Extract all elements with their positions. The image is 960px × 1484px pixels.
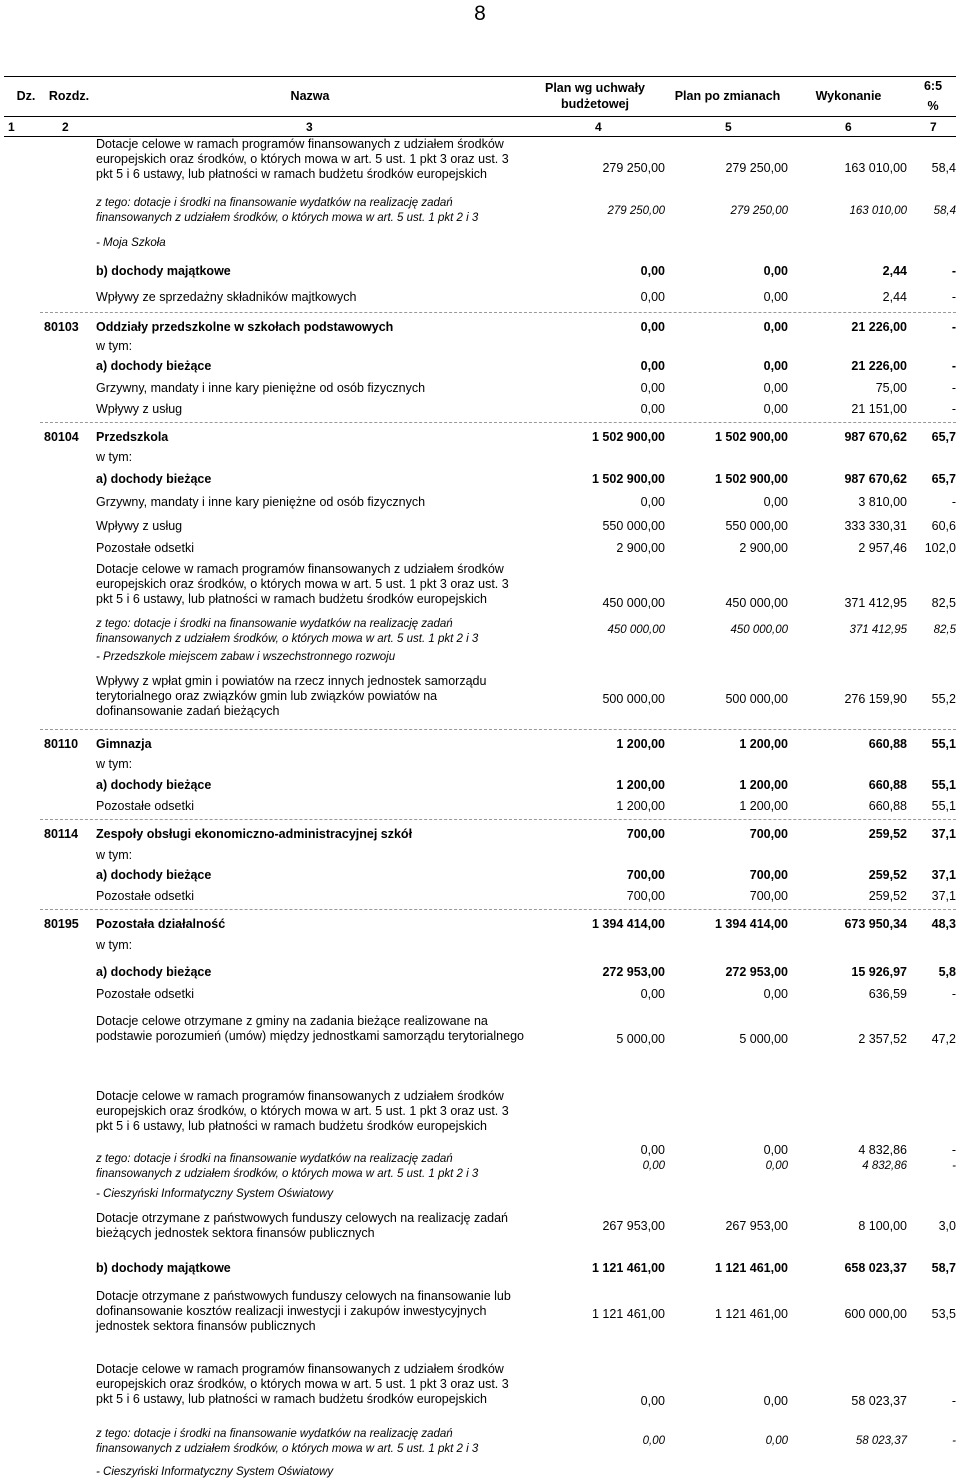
row-value-col4: 279 250,00 (607, 205, 665, 217)
table-row (0, 290, 960, 306)
row-value-col6: 4 832,86 (862, 1160, 907, 1172)
row-value-col5: 5 000,00 (739, 1032, 788, 1046)
row-value-col5: 1 200,00 (739, 737, 788, 751)
table-row (0, 1211, 960, 1243)
table-row (0, 965, 960, 981)
header-nazwa: Nazwa (290, 89, 330, 103)
row-value-col5: 0,00 (765, 1435, 788, 1447)
row-value-col4: 450 000,00 (602, 596, 665, 610)
row-value-col4: 700,00 (626, 889, 665, 903)
row-value-col6: 2 957,46 (858, 541, 907, 555)
row-value-col6: 8 100,00 (858, 1219, 907, 1233)
row-value-col4: 0,00 (640, 320, 665, 334)
row-value-col5: 700,00 (749, 868, 788, 882)
table-row (0, 264, 960, 280)
row-value-col7: 37,1 (931, 827, 956, 841)
row-value-col4: 0,00 (640, 290, 665, 304)
row-value-col4: 0,00 (640, 1394, 665, 1408)
row-value-col4: 279 250,00 (602, 161, 665, 175)
row-value-col7: - (951, 987, 956, 1001)
row-name: Dotacje otrzymane z państwowych funduszy celowych na finansowanie lub dofinansowanie kosztów realizacji inwestycji i zakupów inwestycyjnych jednostek sektora finansów publicznych (96, 1289, 511, 1333)
section-row-80195 (0, 917, 960, 933)
row-name: w tym: (96, 938, 133, 952)
row-value-col5: 450 000,00 (730, 624, 788, 636)
row-value-col7: 55,2 (931, 692, 956, 706)
row-value-col5: 267 953,00 (725, 1219, 788, 1233)
row-name: a) dochody bieżące (96, 965, 212, 979)
row-value-col5: 1 200,00 (739, 799, 788, 813)
col-num-6: 6 (845, 120, 852, 134)
row-value-col6: 987 670,62 (844, 472, 907, 486)
row-value-col7: - (951, 381, 956, 395)
table-row (0, 1187, 960, 1203)
row-value-col5: 1 502 900,00 (715, 430, 788, 444)
table-row (0, 650, 960, 666)
row-value-col4: 5 000,00 (616, 1032, 665, 1046)
section-row-80110 (0, 737, 960, 753)
row-name: Pozostałe odsetki (96, 889, 194, 903)
row-value-col4: 1 200,00 (616, 778, 665, 792)
row-value-col7: - (951, 290, 956, 304)
row-value-col4: 2 900,00 (616, 541, 665, 555)
row-value-col6: 660,88 (868, 799, 907, 813)
row-name: b) dochody majątkowe (96, 1261, 231, 1275)
row-value-col6: 371 412,95 (844, 596, 907, 610)
row-name: Pozostałe odsetki (96, 987, 194, 1001)
row-value-col4: 272 953,00 (602, 965, 665, 979)
row-value-col4: 0,00 (640, 1143, 665, 1157)
table-row (0, 674, 960, 722)
row-value-col7: 102,0 (924, 541, 956, 555)
row-value-col5: 700,00 (749, 827, 788, 841)
table-row (0, 1152, 960, 1182)
row-name: Wpływy ze sprzedażny składników majtkowych (96, 290, 357, 304)
table-row (0, 236, 960, 252)
row-value-col7: 37,1 (931, 889, 956, 903)
row-name: Wpływy z usług (96, 519, 183, 533)
header-plan-zmianach: Plan po zmianach (674, 89, 781, 103)
table-row (0, 889, 960, 905)
row-value-col5: 450 000,00 (725, 596, 788, 610)
row-code: 80114 (44, 827, 79, 841)
row-name: w tym: (96, 339, 133, 353)
row-value-col5: 0,00 (763, 987, 788, 1001)
row-value-col7: 58,4 (933, 205, 956, 217)
row-code: 80104 (44, 430, 79, 444)
row-value-col4: 0,00 (640, 495, 665, 509)
table-row (0, 339, 960, 355)
row-separator (40, 909, 956, 910)
row-name: Dotacje celowe w ramach programów finansowanych z udziałem środków europejskich oraz środków, o których mowa w art. 5 ust. 1 pkt 3 oraz ust. 3 pkt 5 i 6 ustawy, lub płatności w ramach budżetu środków europejskich (96, 1089, 509, 1133)
row-separator (40, 312, 956, 313)
row-code: 80103 (44, 320, 79, 334)
row-name: - Cieszyński Informatyczny System Oświatowy (96, 1188, 334, 1200)
row-name: a) dochody bieżące (96, 359, 212, 373)
row-value-col7: 55,1 (931, 799, 956, 813)
row-value-col7: 3,0 (938, 1219, 956, 1233)
row-name: Pozostałe odsetki (96, 799, 194, 813)
row-value-col5: 272 953,00 (725, 965, 788, 979)
row-value-col4: 550 000,00 (602, 519, 665, 533)
row-value-col6: 21 226,00 (851, 320, 907, 334)
row-value-col7: - (951, 1394, 956, 1408)
row-name: z tego: dotacje i środki na finansowanie wydatków na realizację zadań finansowanych z udziałem środków, o których mowa w art. 5 ust. 1 pkt 2 i 3 (96, 1428, 479, 1455)
row-value-col6: 660,88 (868, 737, 907, 751)
row-value-col5: 0,00 (763, 381, 788, 395)
row-name: a) dochody bieżące (96, 472, 212, 486)
row-value-col6: 636,59 (868, 987, 907, 1001)
row-value-col5: 1 502 900,00 (715, 472, 788, 486)
row-name: Wpływy z usług (96, 402, 183, 416)
table-row (0, 987, 960, 1003)
row-value-col4: 1 502 900,00 (592, 472, 665, 486)
row-name: Dotacje celowe w ramach programów finansowanych z udziałem środków europejskich oraz środków, o których mowa w art. 5 ust. 1 pkt 3 oraz ust. 3 pkt 5 i 6 ustawy, lub płatności w ramach budżetu środków europejskich (96, 1362, 509, 1406)
row-name: Dotacje celowe w ramach programów finansowanych z udziałem środków europejskich oraz środków, o których mowa w art. 5 ust. 1 pkt 3 oraz ust. 3 pkt 5 i 6 ustawy, lub płatności w ramach budżetu środków europejskich (96, 562, 509, 606)
table-row (0, 799, 960, 815)
row-name: a) dochody bieżące (96, 868, 212, 882)
row-name: z tego: dotacje i środki na finansowanie wydatków na realizację zadań finansowanych z udziałem środków, o których mowa w art. 5 ust. 1 pkt 2 i 3 (96, 197, 479, 224)
row-value-col6: 259,52 (868, 868, 907, 882)
row-value-col7: 55,1 (931, 737, 956, 751)
row-value-col7: 55,1 (931, 778, 956, 792)
table-row (0, 196, 960, 226)
row-value-col4: 500 000,00 (602, 692, 665, 706)
row-value-col6: 163 010,00 (849, 205, 907, 217)
row-name: Dotacje celowe otrzymane z gminy na zadania bieżące realizowane na podstawie porozumień (umów) między jednostkami samorządu terytorialnego (96, 1014, 524, 1043)
row-name: - Moja Szkoła (96, 237, 166, 249)
row-value-col7: - (951, 264, 956, 278)
table-row (0, 402, 960, 418)
header-ratio-top: 6:5 (923, 79, 943, 93)
section-row-80104 (0, 430, 960, 446)
row-value-col5: 0,00 (763, 359, 788, 373)
row-value-col6: 4 832,86 (858, 1143, 907, 1157)
row-value-col5: 2 900,00 (739, 541, 788, 555)
row-name: Pozostała działalność (96, 917, 226, 931)
row-value-col5: 0,00 (763, 290, 788, 304)
table-row (0, 359, 960, 375)
table-row (0, 519, 960, 535)
header-wykonanie: Wykonanie (815, 89, 882, 103)
table-row (0, 1427, 960, 1457)
row-value-col5: 0,00 (763, 495, 788, 509)
header-ratio-bottom: % (927, 99, 939, 113)
row-value-col6: 2,44 (882, 264, 907, 278)
row-value-col4: 1 200,00 (616, 799, 665, 813)
row-value-col4: 267 953,00 (602, 1219, 665, 1233)
row-name: z tego: dotacje i środki na finansowanie wydatków na realizację zadań finansowanych z udziałem środków, o których mowa w art. 5 ust. 1 pkt 2 i 3 (96, 618, 479, 645)
row-value-col5: 1 121 461,00 (715, 1261, 788, 1275)
section-row-80103 (0, 320, 960, 336)
row-value-col5: 0,00 (763, 320, 788, 334)
table-row (0, 868, 960, 884)
row-name: z tego: dotacje i środki na finansowanie wydatków na realizację zadań finansowanych z udziałem środków, o których mowa w art. 5 ust. 1 pkt 2 i 3 (96, 1153, 479, 1180)
row-value-col6: 75,00 (875, 381, 907, 395)
table-row (0, 450, 960, 466)
row-value-col7: - (951, 359, 956, 373)
row-value-col7: 82,5 (933, 624, 956, 636)
row-value-col4: 0,00 (642, 1160, 665, 1172)
row-value-col7: 60,6 (931, 519, 956, 533)
table-row (0, 617, 960, 647)
row-value-col5: 0,00 (763, 402, 788, 416)
row-value-col6: 21 226,00 (851, 359, 907, 373)
row-value-col6: 3 810,00 (858, 495, 907, 509)
row-value-col4: 0,00 (640, 264, 665, 278)
row-value-col5: 0,00 (763, 1143, 788, 1157)
table-row (0, 472, 960, 488)
row-value-col7: 47,2 (931, 1032, 956, 1046)
row-value-col5: 0,00 (763, 264, 788, 278)
row-value-col5: 0,00 (765, 1160, 788, 1172)
row-value-col5: 0,00 (763, 1394, 788, 1408)
row-value-col7: - (951, 402, 956, 416)
row-value-col4: 1 394 414,00 (592, 917, 665, 931)
col-num-7: 7 (930, 120, 937, 134)
row-name: Grzywny, mandaty i inne kary pieniężne od osób fizycznych (96, 381, 426, 395)
row-value-col6: 987 670,62 (844, 430, 907, 444)
row-value-col6: 658 023,37 (844, 1261, 907, 1275)
table-row (0, 778, 960, 794)
table-row (0, 757, 960, 773)
row-separator (40, 422, 956, 423)
header-plan-uchwaly: Plan wg uchwały budżetowej (544, 81, 646, 111)
row-value-col5: 1 121 461,00 (715, 1307, 788, 1321)
row-name: Dotacje celowe w ramach programów finansowanych z udziałem środków europejskich oraz środków, o których mowa w art. 5 ust. 1 pkt 3 oraz ust. 3 pkt 5 i 6 ustawy, lub płatności w ramach budżetu środków europejskich (96, 137, 509, 181)
row-name: Gimnazja (96, 737, 152, 751)
row-value-col5: 500 000,00 (725, 692, 788, 706)
row-value-col6: 660,88 (868, 778, 907, 792)
row-value-col6: 2,44 (882, 290, 907, 304)
row-value-col5: 1 200,00 (739, 778, 788, 792)
row-value-col4: 0,00 (642, 1435, 665, 1447)
table-row (0, 562, 960, 610)
row-value-col4: 0,00 (640, 359, 665, 373)
col-num-5: 5 (725, 120, 732, 134)
row-value-col4: 0,00 (640, 402, 665, 416)
table-row (0, 495, 960, 511)
table-row (0, 541, 960, 557)
row-separator (40, 819, 956, 820)
row-value-col6: 15 926,97 (851, 965, 907, 979)
row-value-col4: 1 200,00 (616, 737, 665, 751)
table-row (0, 938, 960, 954)
row-value-col6: 276 159,90 (844, 692, 907, 706)
table-row (0, 1465, 960, 1481)
col-num-3: 3 (306, 120, 313, 134)
row-value-col6: 333 330,31 (844, 519, 907, 533)
row-value-col5: 279 250,00 (725, 161, 788, 175)
row-value-col6: 58 023,37 (851, 1394, 907, 1408)
col-num-4: 4 (595, 120, 602, 134)
table-row (0, 1014, 960, 1062)
row-value-col6: 21 151,00 (851, 402, 907, 416)
row-value-col7: 58,7 (931, 1261, 956, 1275)
row-code: 80110 (44, 737, 79, 751)
row-value-col6: 371 412,95 (849, 624, 907, 636)
section-row-80114 (0, 827, 960, 843)
table-row (0, 1362, 960, 1410)
row-separator (40, 729, 956, 730)
table-row (0, 1089, 960, 1157)
row-value-col4: 1 502 900,00 (592, 430, 665, 444)
page-number: 8 (474, 2, 486, 25)
row-value-col4: 0,00 (640, 381, 665, 395)
table-row (0, 1261, 960, 1277)
row-value-col7: 48,3 (931, 917, 956, 931)
row-value-col7: - (951, 1143, 956, 1157)
row-value-col6: 58 023,37 (855, 1435, 907, 1447)
row-value-col7: - (951, 320, 956, 334)
col-num-2: 2 (62, 120, 69, 134)
row-value-col4: 1 121 461,00 (592, 1261, 665, 1275)
row-value-col7: 53,5 (931, 1307, 956, 1321)
row-name: b) dochody majątkowe (96, 264, 231, 278)
row-value-col6: 673 950,34 (844, 917, 907, 931)
col-num-1: 1 (8, 120, 15, 134)
row-value-col4: 0,00 (640, 987, 665, 1001)
header-rozdz: Rozdz. (48, 89, 90, 103)
table-row (0, 381, 960, 397)
row-value-col5: 700,00 (749, 889, 788, 903)
row-value-col4: 700,00 (626, 827, 665, 841)
row-value-col4: 700,00 (626, 868, 665, 882)
row-value-col6: 2 357,52 (858, 1032, 907, 1046)
row-value-col7: - (952, 1435, 956, 1447)
row-name: Dotacje otrzymane z państwowych funduszy celowych na realizację zadań bieżących jednostek sektora finansów publicznych (96, 1211, 509, 1240)
table-row (0, 137, 960, 185)
row-value-col7: 58,4 (931, 161, 956, 175)
row-value-col7: 65,7 (931, 430, 956, 444)
row-value-col6: 259,52 (868, 889, 907, 903)
row-value-col6: 259,52 (868, 827, 907, 841)
row-name: Przedszkola (96, 430, 169, 444)
row-value-col7: - (951, 495, 956, 509)
row-name: Grzywny, mandaty i inne kary pieniężne od osób fizycznych (96, 495, 426, 509)
table-row (0, 1289, 960, 1337)
row-name: w tym: (96, 450, 133, 464)
header-dz: Dz. (16, 89, 36, 103)
row-value-col7: 82,5 (931, 596, 956, 610)
row-value-col7: 5,8 (938, 965, 956, 979)
row-value-col5: 1 394 414,00 (715, 917, 788, 931)
row-value-col7: 37,1 (931, 868, 956, 882)
row-name: w tym: (96, 848, 133, 862)
row-value-col5: 279 250,00 (730, 205, 788, 217)
row-name: Zespoły obsługi ekonomiczno-administracyjnej szkół (96, 827, 413, 841)
row-value-col7: 65,7 (931, 472, 956, 486)
table-row (0, 848, 960, 864)
row-name: w tym: (96, 757, 133, 771)
row-value-col6: 600 000,00 (844, 1307, 907, 1321)
row-value-col4: 1 121 461,00 (592, 1307, 665, 1321)
row-value-col4: 450 000,00 (607, 624, 665, 636)
row-name: Oddziały przedszkolne w szkołach podstawowych (96, 320, 394, 334)
row-value-col5: 550 000,00 (725, 519, 788, 533)
row-code: 80195 (44, 917, 79, 931)
row-name: a) dochody bieżące (96, 778, 212, 792)
row-value-col6: 163 010,00 (844, 161, 907, 175)
row-name: Pozostałe odsetki (96, 541, 194, 555)
row-value-col7: - (952, 1160, 956, 1172)
row-name: - Cieszyński Informatyczny System Oświatowy (96, 1466, 334, 1478)
row-name: - Przedszkole miejscem zabaw i wszechstronnego rozwoju (96, 651, 396, 663)
row-name: Wpływy z wpłat gmin i powiatów na rzecz innych jednostek samorządu terytorialnego oraz związków gmin lub związków powiatów na dofinansowanie zadań bieżących (96, 674, 487, 718)
